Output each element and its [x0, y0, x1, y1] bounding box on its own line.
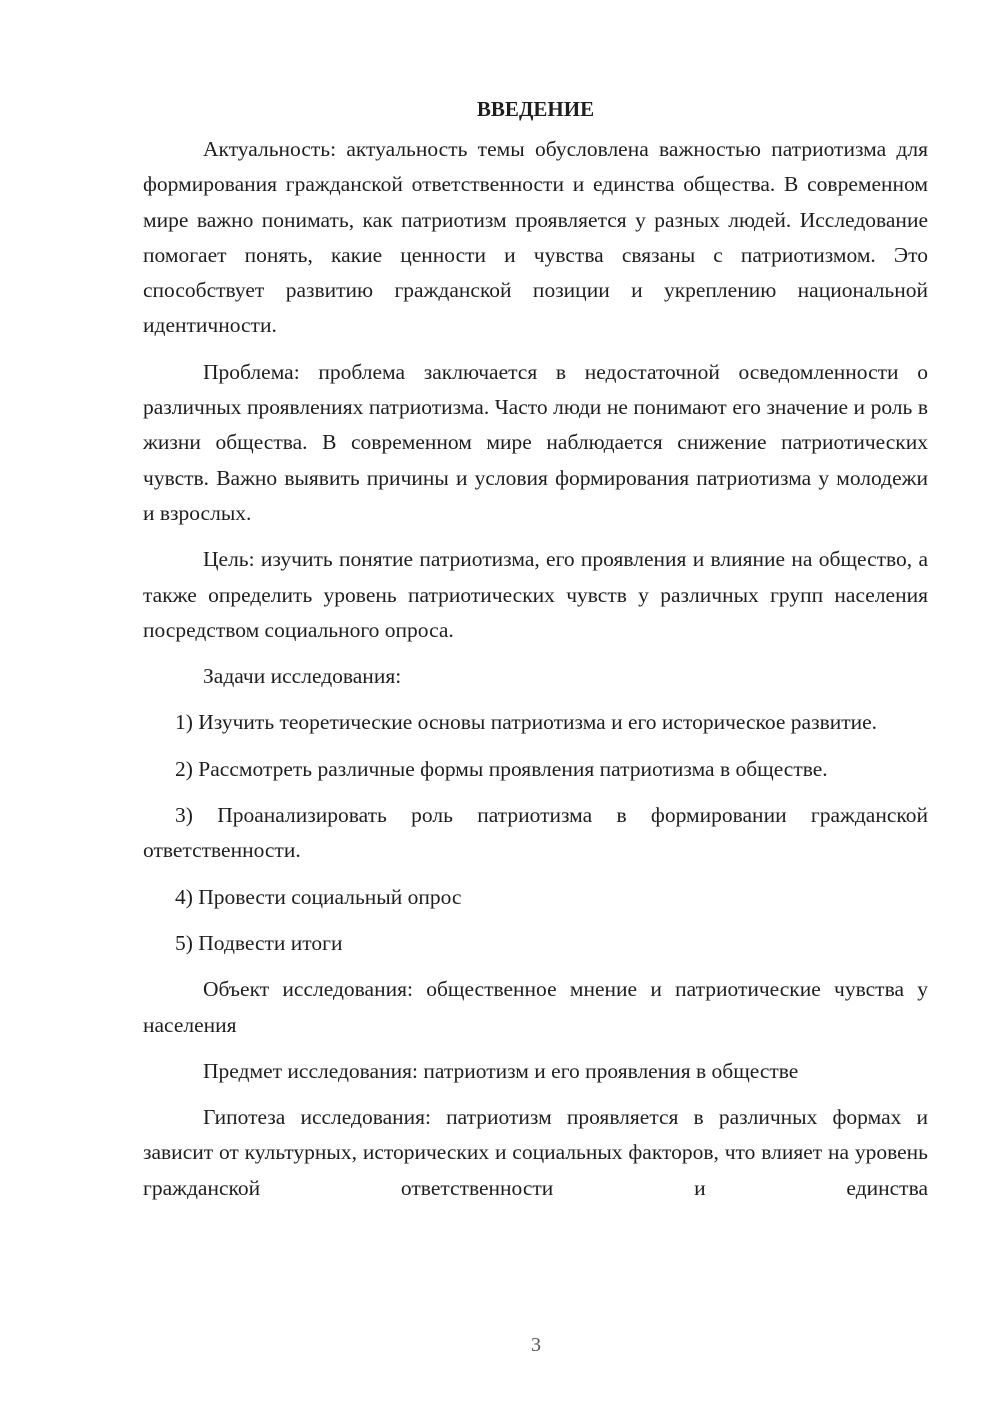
- task-item-2: 2) Рассмотреть различные формы проявления патриотизма в обществе.: [175, 756, 828, 781]
- section-title: ВВЕДЕНИЕ: [476, 97, 595, 121]
- task-item-3: 3) Проанализировать роль патриотизма в формировании гражданской ответственности.: [143, 803, 928, 863]
- problem-paragraph: Проблема: проблема заключается в недостаточной осведомленности о различных проявлениях патриотизма. Часто люди не понимают его значение и роль в жизни общества. В современном мире наблюдается снижение патриотических чувств. Важно выявить причины и условия формирования патриотизма у молодежи и взрослых.: [143, 359, 928, 525]
- object-paragraph: Объект исследования: общественное мнение и патриотические чувства у населения: [143, 977, 928, 1037]
- task-item-1: 1) Изучить теоретические основы патриотизма и его историческое развитие.: [175, 710, 878, 735]
- task-item-4: 4) Провести социальный опрос: [175, 884, 462, 909]
- document-page: [143, 92, 928, 1206]
- tasks-heading: Задачи исследования:: [203, 664, 402, 689]
- task-item-5: 5) Подвести итоги: [175, 930, 343, 955]
- hypothesis-paragraph: Гипотеза исследования: патриотизм проявляется в различных формах и зависит от культурных, исторических и социальных факторов, что влияет на уровень гражданской ответственности и единства: [143, 1105, 928, 1200]
- subject-paragraph: Предмет исследования: патриотизм и его проявления в обществе: [203, 1058, 799, 1083]
- goal-paragraph: Цель: изучить понятие патриотизма, его проявления и влияние на общество, а также определить уровень патриотических чувств у различных групп населения посредством социального опроса.: [143, 547, 928, 642]
- page-number: 3: [531, 1334, 541, 1356]
- relevance-paragraph: Актуальность: актуальность темы обусловлена важностью патриотизма для формирования гражданской ответственности и единства общества. В современном мире важно понимать, как патриотизм проявляется у разных людей. Исследование помогает понять, какие ценности и чувства связаны с патриотизмом. Это способствует развитию гражданской позиции и укреплению национальной идентичности.: [143, 137, 928, 338]
